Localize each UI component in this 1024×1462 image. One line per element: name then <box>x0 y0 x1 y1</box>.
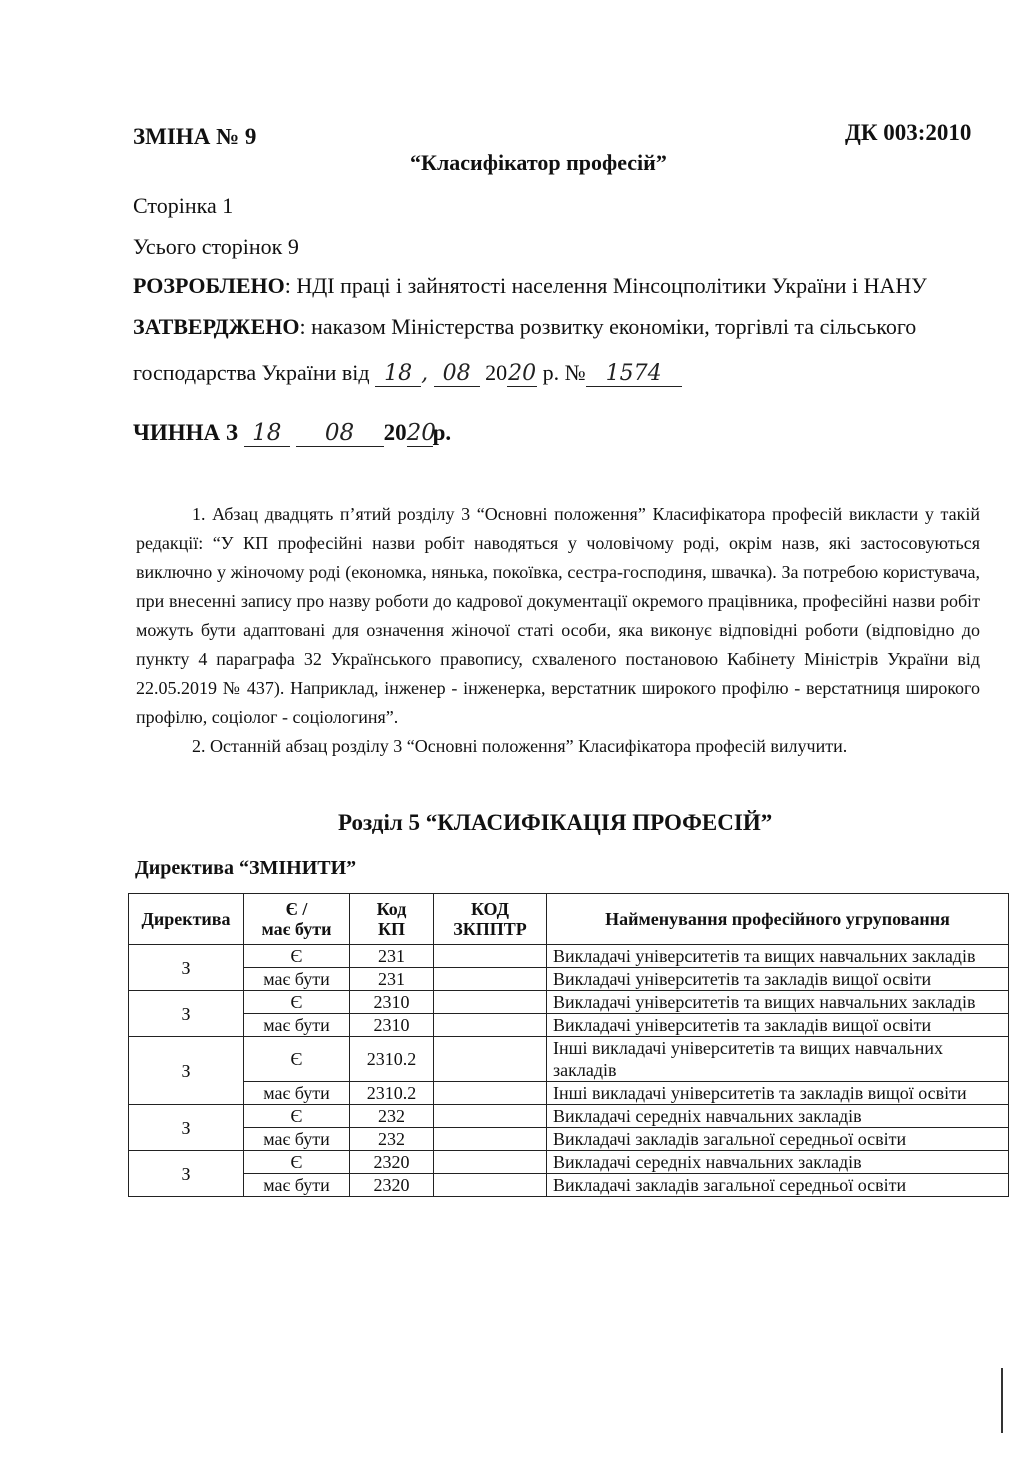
header-kp <box>350 894 434 945</box>
name-cell: Викладачі університетів та вищих навчальних закладів <box>547 991 1009 1014</box>
table-row <box>129 1037 1009 1082</box>
page-number: Сторінка 1 <box>133 193 234 218</box>
header-zkpptr <box>434 894 547 945</box>
name-cell: Викладачі середніх навчальних закладів <box>547 1105 1009 1128</box>
table-row <box>129 1174 1009 1197</box>
table-row <box>129 1014 1009 1037</box>
status-cell: має бути <box>244 1082 350 1105</box>
header-status-1: Є / <box>285 899 308 919</box>
approved-r: р. № <box>537 360 586 385</box>
approved-date-line <box>133 360 682 387</box>
status-cell: Є <box>244 1037 350 1082</box>
table-row <box>129 1151 1009 1174</box>
table-row <box>129 968 1009 991</box>
status-cell: Є <box>244 945 350 968</box>
directive-cell: З <box>129 991 244 1037</box>
zkpptr-cell <box>434 945 547 968</box>
table-row <box>129 1128 1009 1151</box>
effective-line <box>133 420 451 447</box>
directive-label: Директива “ЗМІНИТИ” <box>135 857 357 879</box>
body-text <box>136 500 980 761</box>
table-body <box>129 945 1009 1197</box>
effective-year-prefix: 20 <box>383 420 407 445</box>
kp-code-cell: 2310.2 <box>350 1082 434 1105</box>
effective-r: р. <box>432 420 452 445</box>
header-status <box>244 894 350 945</box>
zkpptr-cell <box>434 1037 547 1082</box>
zkpptr-cell <box>434 1082 547 1105</box>
section-title: Розділ 5 “КЛАСИФІКАЦІЯ ПРОФЕСІЙ” <box>338 810 773 835</box>
name-cell: Викладачі середніх навчальних закладів <box>547 1151 1009 1174</box>
document-title: “Класифікатор професій” <box>410 150 667 175</box>
developed-text: : НДІ праці і зайнятості населення Мінсоцполітики України і НАНУ <box>284 273 927 298</box>
effective-day: 18 <box>244 420 290 447</box>
developed-label: РОЗРОБЛЕНО <box>133 273 285 298</box>
name-cell: Інші викладачі університетів та закладів вищої освіти <box>547 1082 1009 1105</box>
zkpptr-cell <box>434 991 547 1014</box>
header-zkpptr-2: ЗКППТР <box>453 919 527 939</box>
approved-label: ЗАТВЕРДЖЕНО <box>133 314 300 339</box>
header-status-2: має бути <box>261 919 332 939</box>
table-row <box>129 1082 1009 1105</box>
kp-code-cell: 2310.2 <box>350 1037 434 1082</box>
classifier-code: ДК 003:2010 <box>845 120 972 145</box>
zkpptr-cell <box>434 968 547 991</box>
table-row <box>129 991 1009 1014</box>
kp-code-cell: 2310 <box>350 991 434 1014</box>
approved-separator: , <box>421 361 429 386</box>
approved-year-suffix: 20 <box>508 361 537 386</box>
kp-code-cell: 232 <box>350 1128 434 1151</box>
header-kp-1: Код <box>376 899 407 919</box>
status-cell: Є <box>244 1105 350 1128</box>
status-cell: має бути <box>244 968 350 991</box>
status-cell: має бути <box>244 1014 350 1037</box>
approved-text: : наказом Міністерства розвитку економіки, торгівлі та сільського <box>299 314 917 339</box>
approved-year-prefix: 20 <box>485 360 508 385</box>
developed-line <box>133 273 927 299</box>
directive-cell: З <box>129 1105 244 1151</box>
kp-code-cell: 2320 <box>350 1151 434 1174</box>
zkpptr-cell <box>434 1014 547 1037</box>
approved-text-2: господарства України від <box>133 360 370 385</box>
approved-number: 1574 <box>586 361 682 387</box>
header-name: Найменування професійного угруповання <box>547 894 1009 945</box>
kp-code-cell: 2320 <box>350 1174 434 1197</box>
approved-month: 08 <box>434 361 480 387</box>
name-cell: Викладачі закладів загальної середньої освіти <box>547 1174 1009 1197</box>
kp-code-cell: 231 <box>350 968 434 991</box>
changes-table <box>128 893 1009 1197</box>
name-cell: Інші викладачі університетів та вищих навчальних закладів <box>547 1037 1009 1082</box>
status-cell: має бути <box>244 1174 350 1197</box>
name-cell: Викладачі університетів та вищих навчальних закладів <box>547 945 1009 968</box>
table-header-row <box>129 894 1009 945</box>
header-kp-2: КП <box>377 919 406 939</box>
directive-cell: З <box>129 1151 244 1197</box>
zkpptr-cell <box>434 1128 547 1151</box>
directive-cell: З <box>129 1037 244 1105</box>
effective-month: 08 <box>296 420 384 447</box>
effective-label: ЧИННА З <box>133 420 239 445</box>
status-cell: Є <box>244 991 350 1014</box>
name-cell: Викладачі університетів та закладів вищої освіти <box>547 1014 1009 1037</box>
table-row <box>129 945 1009 968</box>
paragraph-2: 2. Останній абзац розділу 3 “Основні положення” Класифікатора професій вилучити. <box>192 736 848 756</box>
table-row <box>129 1105 1009 1128</box>
header-zkpptr-1: КОД <box>470 899 510 919</box>
header-directive: Директива <box>129 894 244 945</box>
kp-code-cell: 232 <box>350 1105 434 1128</box>
pages-total: Усього сторінок 9 <box>133 234 299 259</box>
kp-code-cell: 231 <box>350 945 434 968</box>
kp-code-cell: 2310 <box>350 1014 434 1037</box>
margin-mark <box>1001 1368 1003 1433</box>
status-cell: Є <box>244 1151 350 1174</box>
approved-day: 18 <box>375 361 421 387</box>
paragraph-1: 1. Абзац двадцять п’ятий розділу 3 “Основні положення” Класифікатора професій викласти у такій редакції: “У КП професійні назви робіт наводяться у чоловічому роді, окрім назв, які застосовуються виключно у жіночому роді (економка, нянька, покоївка, сестра-господиня, швачка). За потребою користувача, при внесенні запису про назву роботи до кадрової документації окремого працівника, професійні назви робіт можуть бути адаптовані для означення жіночої статі особи, яка виконує відповідні роботи (відповідно до пункту 4 параграфа 32 Українського правопису, схваленого постановою Кабінету Міністрів України від 22.05.2019 № 437). Наприклад, інженер - інженерка, верстатник широкого профілю - верстатниця широкого профілю, соціолог - соціологиня”. <box>136 504 980 727</box>
name-cell: Викладачі закладів загальної середньої освіти <box>547 1128 1009 1151</box>
change-number: ЗМІНА № 9 <box>133 124 257 149</box>
effective-year-suffix: 20 <box>406 420 436 446</box>
zkpptr-cell <box>434 1174 547 1197</box>
approved-line <box>133 314 916 340</box>
zkpptr-cell <box>434 1151 547 1174</box>
directive-cell: З <box>129 945 244 991</box>
status-cell: має бути <box>244 1128 350 1151</box>
name-cell: Викладачі університетів та закладів вищої освіти <box>547 968 1009 991</box>
zkpptr-cell <box>434 1105 547 1128</box>
